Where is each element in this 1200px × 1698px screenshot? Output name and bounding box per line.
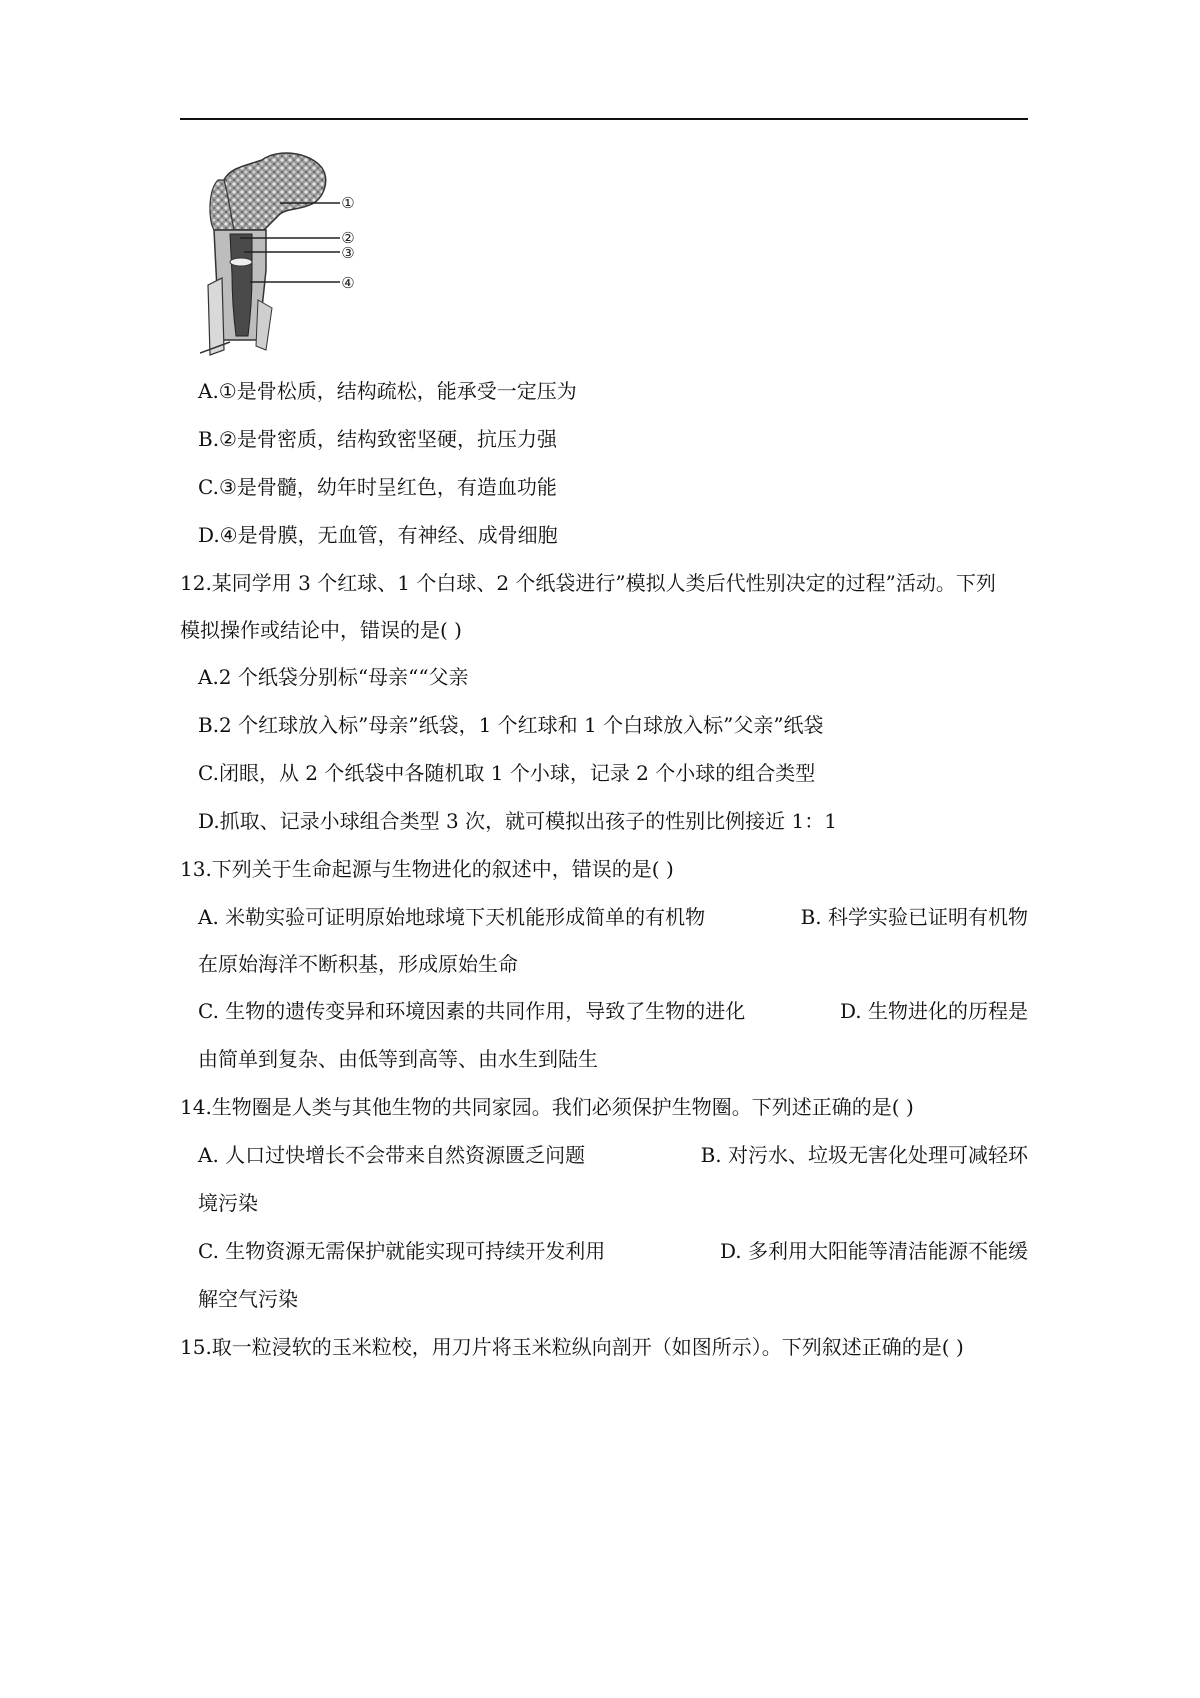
q13-option-d: D. 生物进化的历程是 <box>839 999 1028 1023</box>
q14-option-a: A. 人口过快增长不会带来自然资源匮乏问题 <box>198 1143 586 1167</box>
q13-option-d-cont: 由简单到复杂、由低等到高等、由水生到陆生 <box>198 1047 598 1071</box>
q12-option-d: D.抓取、记录小球组合类型 3 次，就可模拟出孩子的性别比例接近 1：1 <box>198 809 837 833</box>
q13-options-ab <box>198 902 1028 932</box>
q13-options-cd <box>198 996 1028 1026</box>
q13-option-a: A. 米勒实验可证明原始地球境下天机能形成简单的有机物 <box>198 905 706 929</box>
label-2: ② <box>341 229 355 247</box>
q12-option-b: B.2 个红球放入标”母亲”纸袋，1 个红球和 1 个白球放入标”父亲”纸袋 <box>198 713 824 737</box>
q15-stem: 15.取一粒浸软的玉米粒校，用刀片将玉米粒纵向剖开（如图所示）。下列叙述正确的是( ) <box>180 1335 964 1359</box>
q13-option-b-cont: 在原始海洋不断积基，形成原始生命 <box>198 952 518 976</box>
q14-option-d: D. 多利用大阳能等清洁能源不能缓 <box>719 1239 1028 1263</box>
label-1: ① <box>341 194 355 212</box>
q12-stem-line2: 模拟操作或结论中，错误的是( ) <box>180 618 462 642</box>
q11-option-a: A.①是骨松质，结构疏松，能承受一定压为 <box>198 379 577 403</box>
q12-stem-line1: 12.某同学用 3 个红球、1 个白球、2 个纸袋进行”模拟人类后代性别决定的过程”活动。下列 <box>180 571 996 595</box>
q14-option-d-cont: 解空气污染 <box>198 1287 298 1311</box>
q13-stem: 13.下列关于生命起源与生物进化的叙述中，错误的是( ) <box>180 857 674 881</box>
spongy-bone-region <box>221 153 326 230</box>
q13-option-b: B. 科学实验已证明有机物 <box>800 905 1028 929</box>
q14-option-b-cont: 境污染 <box>198 1191 258 1215</box>
q14-option-c: C. 生物资源无需保护就能实现可持续开发利用 <box>198 1239 606 1263</box>
label-3: ③ <box>341 244 355 262</box>
q13-option-c: C. 生物的遗传变异和环境因素的共同作用，导致了生物的进化 <box>198 999 746 1023</box>
header-rule <box>180 118 1028 120</box>
q11-option-c: C.③是骨髓，幼年时呈红色，有造血功能 <box>198 475 557 499</box>
q11-option-d: D.④是骨膜，无血管，有神经、成骨细胞 <box>198 523 558 547</box>
periosteum-region <box>208 278 224 355</box>
q14-option-b: B. 对污水、垃圾无害化处理可减轻环 <box>700 1143 1028 1167</box>
q12-option-a: A.2 个纸袋分别标“母亲““父亲 <box>198 665 469 689</box>
q14-stem: 14.生物圈是人类与其他生物的共同家园。我们必须保护生物圈。下列述正确的是( ) <box>180 1095 914 1119</box>
bone-diagram <box>200 150 360 365</box>
q14-options-ab <box>198 1140 1028 1170</box>
q14-options-cd <box>198 1236 1028 1266</box>
label-4: ④ <box>341 274 355 292</box>
q12-option-c: C.闭眼，从 2 个纸袋中各随机取 1 个小球，记录 2 个小球的组合类型 <box>198 761 816 785</box>
q11-option-b: B.②是骨密质，结构致密坚硬，抗压力强 <box>198 427 557 451</box>
